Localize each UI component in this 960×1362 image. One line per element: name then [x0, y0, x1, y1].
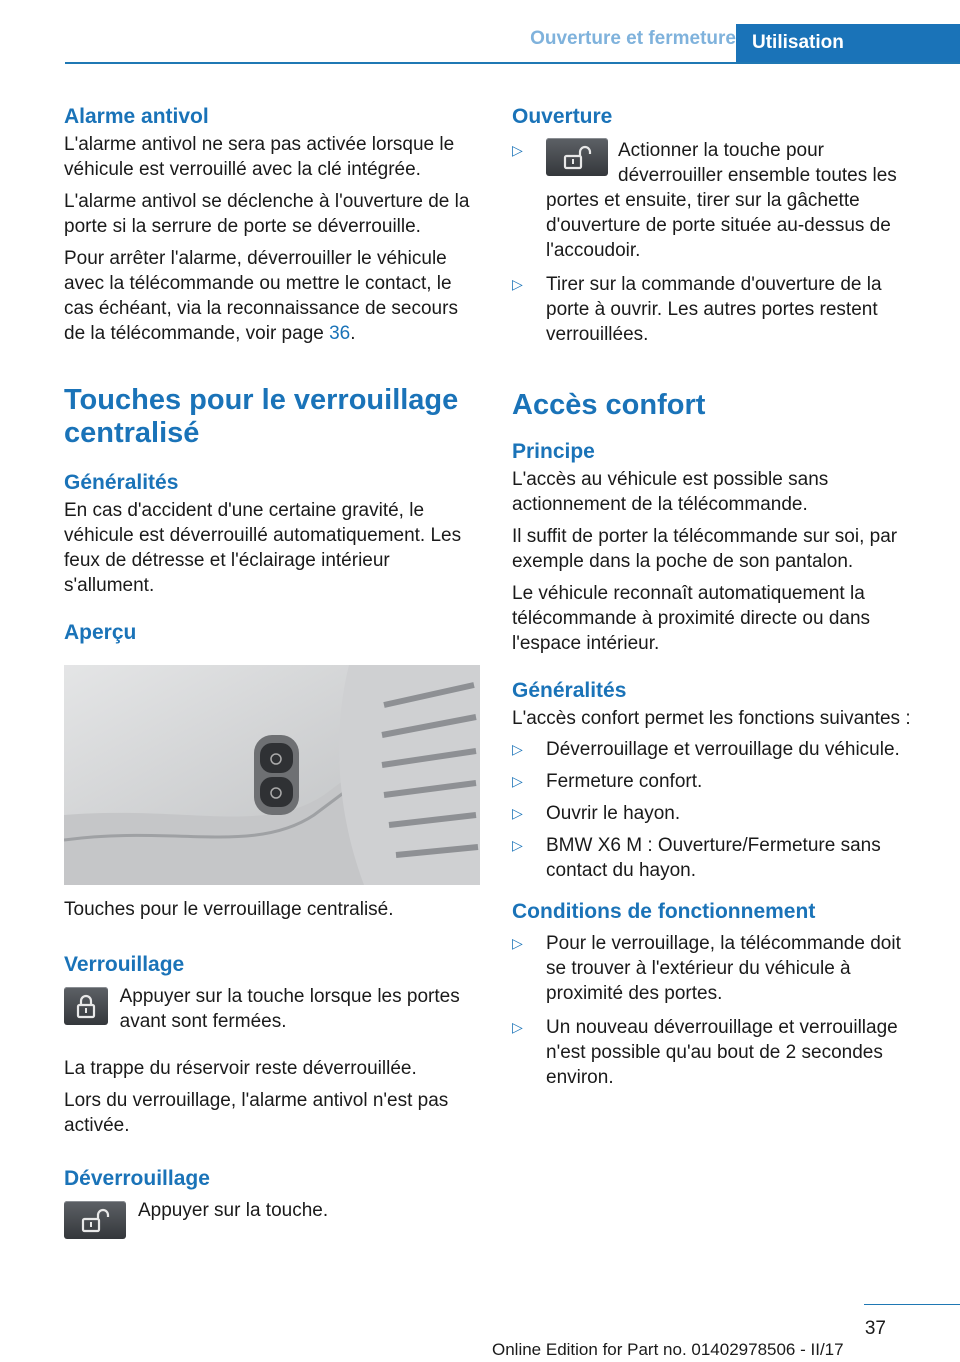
general-paragraph: En cas d'accident d'une certaine gravité, le véhicule est déverrouillé automatiquement. Les feux de détresse et l'éclairage intérieur s'allument.: [64, 500, 462, 596]
condition-item-text: Un nouveau déverrouillage et verrouillage n'est possible qu'au bout de 2 secondes environ.: [546, 1017, 898, 1088]
alarm-paragraph-3-end: .: [350, 323, 356, 344]
lock-paragraph-2: Lors du verrouillage, l'alarme antivol n'est pas activée.: [64, 1090, 449, 1136]
alarm-heading: Alarme antivol: [64, 105, 209, 128]
triangle-bullet-icon: ▷: [512, 935, 523, 951]
overview-heading: Aperçu: [64, 621, 137, 644]
unlock-instruction-text: Appuyer sur la touche.: [138, 1200, 329, 1221]
section-heading-line-2: centralisé: [64, 417, 200, 449]
principle-paragraph-3: Le véhicule reconnaît automatiquement la télécommande à proximité directe ou dans l'espace intérieur.: [512, 583, 871, 654]
triangle-bullet-icon: ▷: [512, 142, 523, 158]
unlock-instruction: [64, 1198, 480, 1239]
comfort-general-heading: Généralités: [512, 679, 627, 702]
function-item-text: BMW X6 M : Ouverture/Fermeture sans contact du hayon.: [546, 835, 881, 881]
conditions-heading: Conditions de fonctionnement: [512, 900, 816, 923]
function-item-text: Fermeture confort.: [546, 771, 703, 792]
page-number: 37: [864, 1318, 886, 1339]
unlock-button-icon: [546, 138, 608, 176]
triangle-bullet-icon: ▷: [512, 276, 523, 292]
lock-heading: Verrouillage: [64, 953, 185, 976]
comfort-general-paragraph: L'accès confort permet les fonctions suivantes :: [512, 708, 911, 729]
left-column: [64, 102, 480, 1239]
list-item: [512, 138, 920, 263]
triangle-bullet-icon: ▷: [512, 1019, 523, 1035]
edition-footer: Online Edition for Part no. 01402978506 - II/17: [492, 1340, 844, 1359]
alarm-paragraph-3: [64, 246, 480, 346]
function-item-text: Déverrouillage et verrouillage du véhicule.: [546, 739, 900, 760]
page-reference-link[interactable]: 36: [329, 323, 351, 344]
alarm-paragraph-2: L'alarme antivol se déclenche à l'ouverture de la porte si la serrure de porte se déverrouille.: [64, 191, 470, 237]
header-section-title: Ouverture et fermeture: [530, 28, 736, 49]
header-divider: [65, 62, 960, 64]
triangle-bullet-icon: ▷: [512, 773, 523, 789]
lock-open-icon: [80, 1207, 110, 1233]
functions-list: [512, 737, 920, 883]
general-heading: Généralités: [64, 471, 179, 494]
opening-item-text: Tirer sur la commande d'ouverture de la porte à ouvrir. Les autres portes restent verrouillées.: [546, 274, 882, 345]
opening-list: [512, 138, 920, 347]
principle-heading: Principe: [512, 440, 595, 463]
lock-closed-icon: [73, 993, 99, 1019]
lock-open-icon: [562, 144, 592, 170]
list-item: [512, 737, 920, 762]
function-item-text: Ouvrir le hayon.: [546, 803, 681, 824]
footer-divider: [864, 1304, 960, 1305]
list-item: [512, 1015, 920, 1090]
list-item: [512, 801, 920, 826]
door-panel-photo: [64, 665, 480, 885]
triangle-bullet-icon: ▷: [512, 741, 523, 757]
door-panel-illustration: [64, 665, 480, 885]
list-item: [512, 833, 920, 883]
list-item: [512, 769, 920, 794]
alarm-paragraph-3-text: Pour arrêter l'alarme, déverrouiller le véhicule avec la télécommande ou mettre le contact, le cas échéant, via la reconnaissance de secours de la télécommande, voir page: [64, 248, 458, 344]
list-item: [512, 272, 920, 347]
lock-paragraph-1: La trappe du réservoir reste déverrouillée.: [64, 1058, 417, 1079]
opening-heading: Ouverture: [512, 105, 613, 128]
principle-paragraph-2: Il suffit de porter la télécommande sur soi, par exemple dans la poche de son pantalon.: [512, 526, 898, 572]
conditions-list: [512, 931, 920, 1090]
lock-button-icon: [64, 987, 108, 1025]
triangle-bullet-icon: ▷: [512, 837, 523, 853]
unlock-heading: Déverrouillage: [64, 1167, 210, 1190]
triangle-bullet-icon: ▷: [512, 805, 523, 821]
condition-item-text: Pour le verrouillage, la télécommande doit se trouver à l'extérieur du véhicule à proximité des portes.: [546, 933, 901, 1004]
header-chapter-tab[interactable]: Utilisation: [736, 24, 960, 62]
section-heading: [64, 384, 480, 450]
opening-item-text: Actionner la touche pour déverrouiller ensemble toutes les portes et ensuite, tirer sur la gâchette d'ouverture de porte située au-dessus de l'accoudoir.: [546, 140, 897, 261]
list-item: [512, 931, 920, 1006]
lock-instruction-text: Appuyer sur la touche lorsque les portes avant sont fermées.: [119, 986, 460, 1032]
principle-paragraph-1: L'accès au véhicule est possible sans actionnement de la télécommande.: [512, 469, 829, 515]
photo-caption: Touches pour le verrouillage centralisé.: [64, 899, 394, 920]
unlock-button-icon: [64, 1201, 126, 1239]
lock-instruction: [64, 984, 480, 1034]
comfort-access-heading: Accès confort: [512, 389, 706, 421]
right-column: [512, 102, 920, 1090]
alarm-paragraph-1: L'alarme antivol ne sera pas activée lorsque le véhicule est verrouillé avec la clé intégrée.: [64, 134, 455, 180]
section-heading-line-1: Touches pour le verrouillage: [64, 384, 459, 416]
